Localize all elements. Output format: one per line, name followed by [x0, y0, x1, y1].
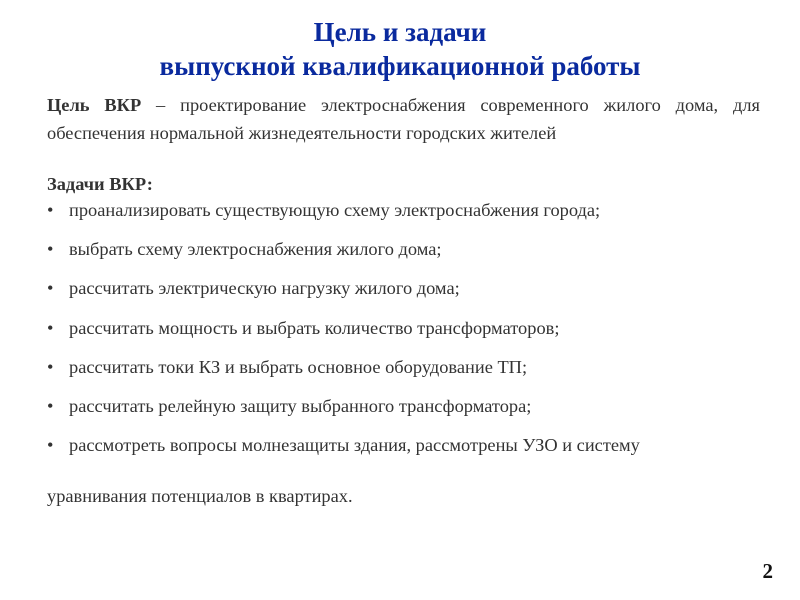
- tasks-list: [47, 196, 767, 470]
- goal-label: Цель ВКР: [47, 95, 142, 115]
- goal-text: – проектирование электроснабжения современного жилого дома, для обеспечения нормальной жизнедеятельности городских жителей: [47, 95, 760, 143]
- list-item: [47, 431, 767, 470]
- bullet-icon: •: [47, 317, 54, 338]
- slide-title: [0, 15, 800, 83]
- list-item: [47, 353, 767, 392]
- bullet-icon: •: [47, 395, 54, 416]
- page-number: 2: [762, 559, 773, 583]
- task-text: рассчитать мощность и выбрать количество трансформаторов;: [69, 317, 560, 338]
- slide-title-line-2: выпускной квалификационной работы: [159, 51, 641, 81]
- list-item: [47, 392, 767, 431]
- task-text: проанализировать существующую схему электроснабжения города;: [69, 200, 601, 220]
- list-item: [47, 235, 767, 274]
- slide-title-line-1: Цель и задачи: [313, 17, 487, 47]
- bullet-icon: •: [47, 356, 54, 377]
- task-text: выбрать схему электроснабжения жилого дома;: [69, 239, 442, 260]
- task-text: рассмотреть вопросы молнезащиты здания, рассмотрены УЗО и систему: [69, 435, 640, 456]
- goal-paragraph: [47, 91, 760, 147]
- task-continuation: уравнивания потенциалов в квартирах.: [47, 486, 353, 506]
- task-text: рассчитать релейную защиту выбранного трансформатора;: [69, 395, 532, 416]
- list-item: [47, 314, 767, 353]
- bullet-icon: •: [47, 435, 54, 456]
- bullet-icon: •: [47, 278, 54, 299]
- task-text: рассчитать электрическую нагрузку жилого дома;: [69, 278, 460, 299]
- task-text: рассчитать токи КЗ и выбрать основное оборудование ТП;: [69, 356, 528, 377]
- bullet-icon: •: [47, 200, 54, 220]
- list-item: [47, 196, 767, 235]
- tasks-heading: Задачи ВКР:: [47, 174, 153, 194]
- bullet-icon: •: [47, 239, 54, 260]
- list-item: [47, 274, 767, 313]
